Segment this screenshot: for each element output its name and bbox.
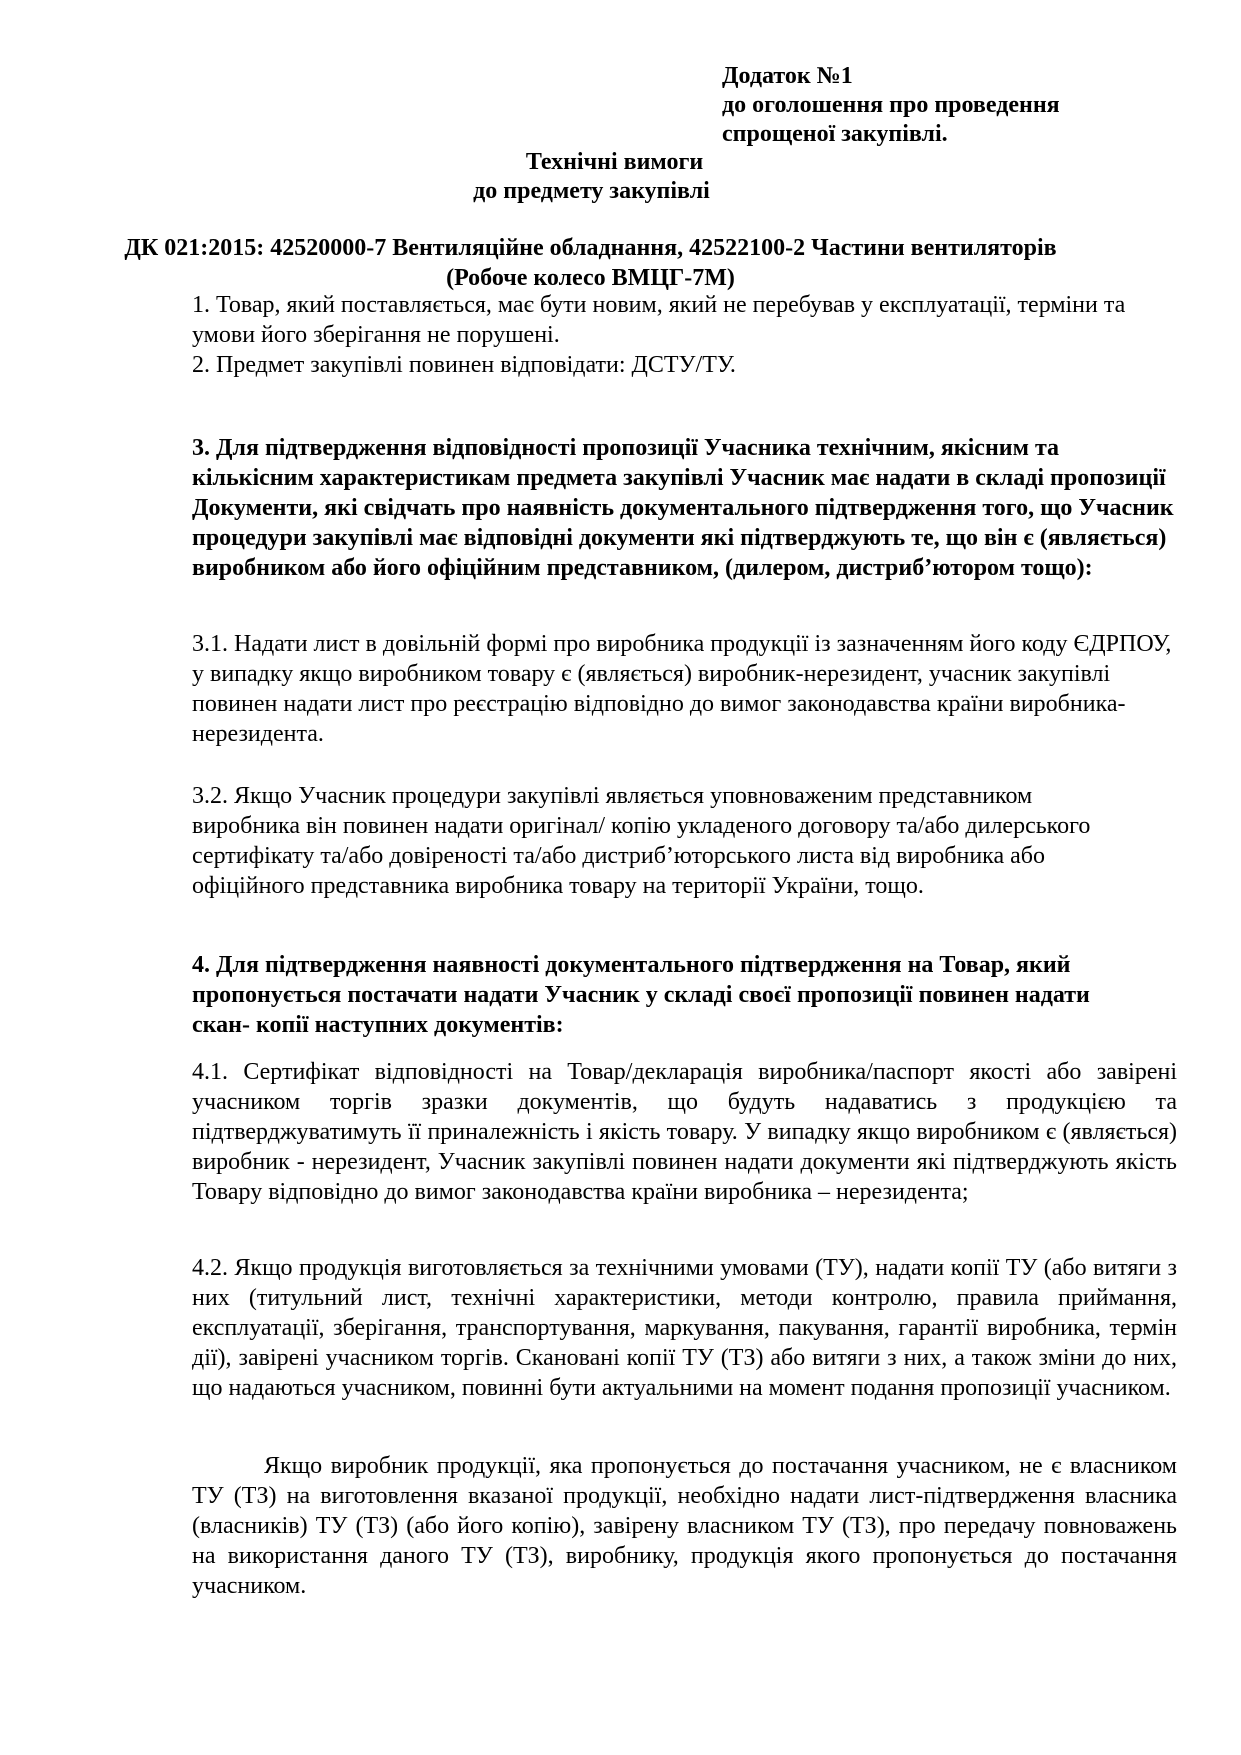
item-3-2: 3.2. Якщо Учасник процедури закупівлі являється уповноваженим представником виробника він повинен надати оригінал/ копію укладеного договору та/або дилерського сертифікату та/або довіреності та/або дистриб’юторського листа від виробника або офіційного представника виробника товару на території України, тощо. — [192, 783, 1091, 899]
item-1: 1. Товар, який поставляється, має бути новим, який не перебував у експлуатації, терміни та умови його зберігання не порушені. — [192, 292, 1126, 348]
annex-line-2: до оголошення про проведення — [722, 92, 1060, 118]
section-4-2 — [192, 1253, 1177, 1403]
item-4-1: 4.1. Сертифікат відповідності на Товар/декларація виробника/паспорт якості або завірені учасником торгів зразки документів, що будуть надаватись з продукцією та підтверджуватимуть її приналежність і якість товару. У випадку якщо виробником є (являється) виробник - нерезидент, Учасник закупівлі повинен надати документи які підтверджують якість Товару відповідно до вимог законодавства країни виробника – нерезидента; — [192, 1059, 1177, 1205]
annex-line-3: спрощеної закупівлі. — [722, 121, 948, 147]
title-line-1: Технічні вимоги — [525, 149, 704, 175]
annex-line-1: Додаток №1 — [722, 63, 853, 89]
item-3-1: 3.1. Надати лист в довільній формі про виробника продукції із зазначенням його коду ЄДРПОУ, у випадку якщо виробником товару є (являється) виробник-нерезидент, учасник закупівлі повинен надати лист про реєстрацію відповідно до вимог законодавства країни виробника-нерезидента. — [192, 631, 1172, 747]
section-3-1 — [192, 629, 1177, 749]
item-4-2: 4.2. Якщо продукція виготовляється за технічними умовами (ТУ), надати копії ТУ (або витяги з них (титульний лист, технічні характеристики, методи контролю, правила приймання, експлуатації, зберігання, транспортування, маркування, пакування, гарантії виробника, термін дії), завірені учасником торгів. Скановані копії ТУ (ТЗ) або витяги з них, а також зміни до них, що надаються учасником, повинні бути актуальними на момент подання пропозиції учасником. — [192, 1255, 1177, 1401]
item-4-3: Якщо виробник продукції, яка пропонується до постачання учасником, не є власником ТУ (ТЗ) на виготовлення вказаної продукції, необхідно надати лист-підтвердження власника (власників) ТУ (ТЗ) (або його копію), завірену власником ТУ (ТЗ), про передачу повноважень на використання даного ТУ (ТЗ), виробнику, продукція якого пропонується до постачання учасником. — [192, 1453, 1177, 1599]
section-4-1 — [192, 1057, 1177, 1207]
section-1-2 — [192, 290, 1177, 380]
document-title — [0, 148, 1241, 206]
item-4: 4. Для підтвердження наявності документального підтвердження на Товар, який пропонується постачати надати Учасник у складі своєї пропозиції повинен надати скан- копії наступних документів: — [192, 952, 1090, 1038]
section-3-heading — [192, 433, 1184, 583]
classification-code — [0, 233, 1241, 293]
code-line-1: ДК 021:2015: 42520000-7 Вентиляційне обладнання, 42522100-2 Частини вентиляторів — [124, 235, 1057, 261]
item-3: 3. Для підтвердження відповідності пропозиції Учасника технічним, якісним та кількісним характеристикам предмета закупівлі Учасник має надати в складі пропозиції Документи, які свідчать про наявність документального підтвердження того, що Учасник процедури закупівлі має відповідні документи які підтверджують те, що він є (являється) виробником або його офіційним представником, (дилером, дистриб’ютором тощо): — [192, 435, 1174, 581]
code-line-2: (Робоче колесо ВМЦГ-7М) — [446, 265, 735, 291]
section-3-2 — [192, 781, 1132, 901]
section-4-heading — [192, 950, 1152, 1040]
section-4-3 — [192, 1451, 1177, 1601]
annex-header — [722, 62, 1060, 149]
item-2: 2. Предмет закупівлі повинен відповідати: ДСТУ/ТУ. — [192, 352, 736, 378]
title-line-2: до предмету закупівлі — [473, 178, 710, 204]
